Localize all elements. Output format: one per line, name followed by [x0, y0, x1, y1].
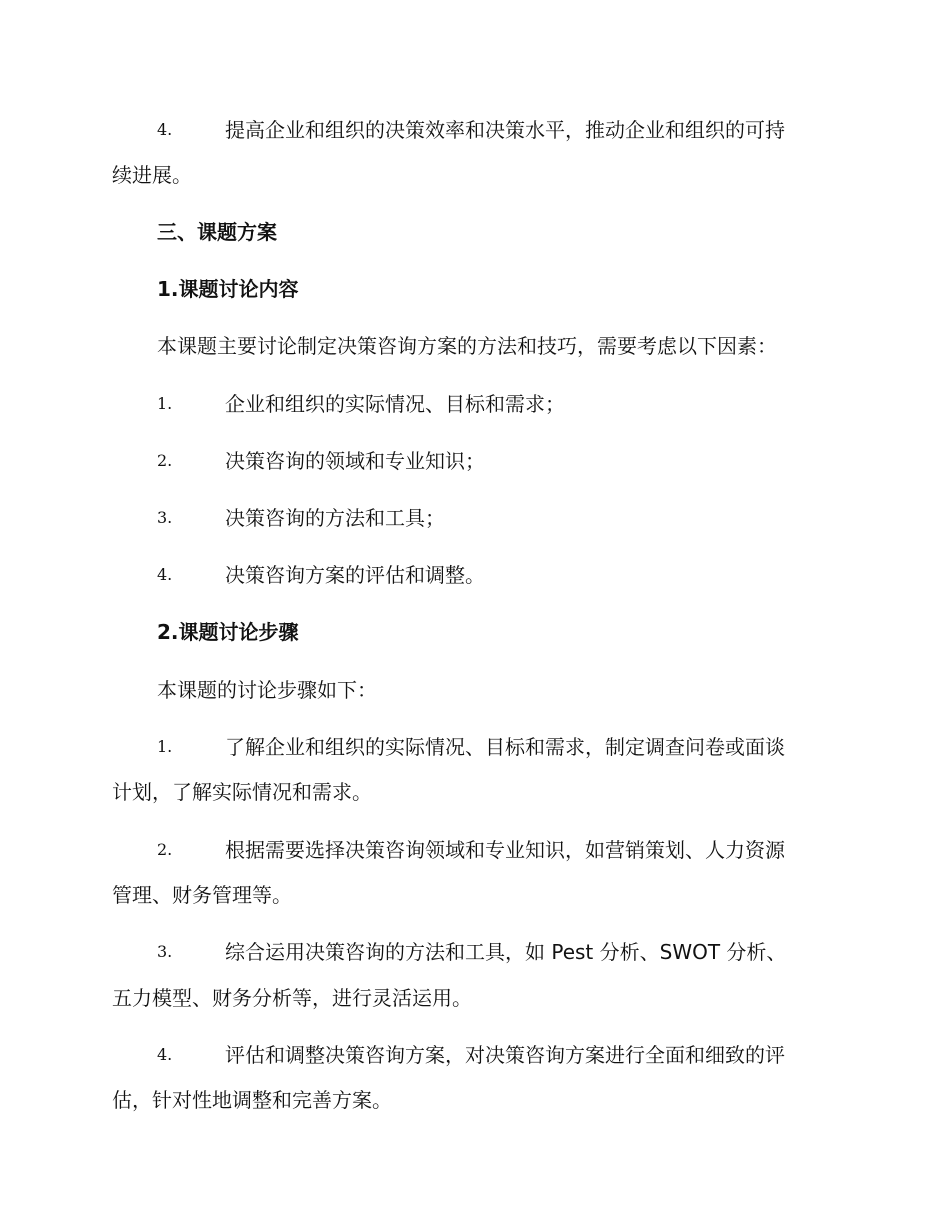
list-item-continuation: 计划，了解实际情况和需求。: [112, 780, 372, 804]
list-item-continuation: 估，针对性地调整和完善方案。: [112, 1088, 392, 1112]
subsection-heading: 1.课题讨论内容: [157, 277, 299, 301]
list-number: 4.: [157, 1045, 173, 1064]
list-number: 4.: [157, 120, 173, 139]
list-number: 3.: [157, 942, 173, 961]
list-item-text: 根据需要选择决策咨询领域和专业知识，如营销策划、人力资源: [225, 838, 785, 862]
list-item-text: 了解企业和组织的实际情况、目标和需求，制定调查问卷或面谈: [225, 735, 785, 759]
list-item-continuation: 五力模型、财务分析等，进行灵活运用。: [112, 986, 472, 1010]
paragraph: 本课题主要讨论制定决策咨询方案的方法和技巧，需要考虑以下因素：: [157, 334, 777, 358]
list-item-continuation: 续进展。: [112, 163, 192, 187]
list-item-text: 决策咨询的领域和专业知识；: [225, 449, 485, 473]
list-item-continuation: 管理、财务管理等。: [112, 883, 292, 907]
list-number: 1.: [157, 394, 173, 413]
list-number: 1.: [157, 737, 173, 756]
list-number: 2.: [157, 840, 173, 859]
list-item-text: 评估和调整决策咨询方案，对决策咨询方案进行全面和细致的评: [225, 1043, 785, 1067]
list-number: 4.: [157, 565, 173, 584]
section-heading: 三、课题方案: [157, 220, 277, 244]
list-number: 3.: [157, 508, 173, 527]
list-item-text: 决策咨询的方法和工具；: [225, 506, 445, 530]
list-item-text: 提高企业和组织的决策效率和决策水平，推动企业和组织的可持: [225, 118, 785, 142]
subsection-heading: 2.课题讨论步骤: [157, 620, 299, 644]
list-item-text: 企业和组织的实际情况、目标和需求；: [225, 392, 565, 416]
paragraph: 本课题的讨论步骤如下：: [157, 678, 377, 702]
list-number: 2.: [157, 451, 173, 470]
list-item-text: 综合运用决策咨询的方法和工具，如 Pest 分析、SWOT 分析、: [225, 940, 787, 964]
list-item-text: 决策咨询方案的评估和调整。: [225, 563, 485, 587]
